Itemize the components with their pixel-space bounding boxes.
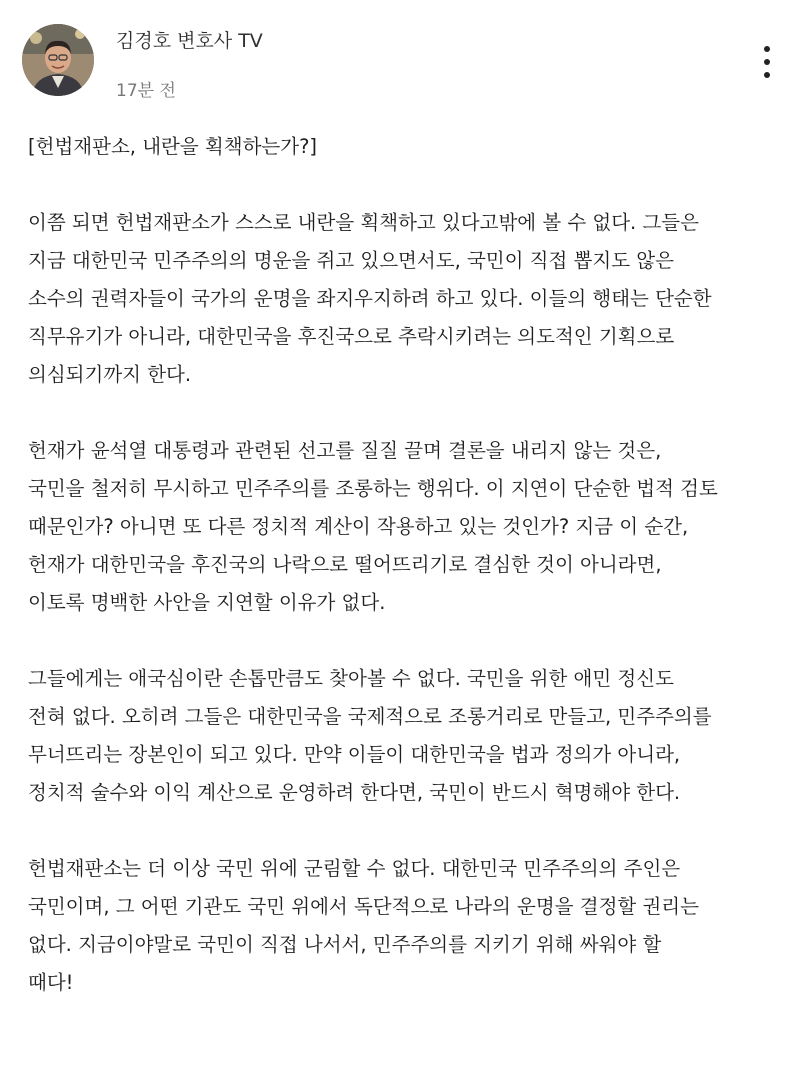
text-line: 헌재가 윤석열 대통령과 관련된 선고를 질질 끌며 결론을 내리지 않는 것은,: [28, 439, 662, 462]
post-body: [28, 128, 778, 1040]
text-line: 전혀 없다. 오히려 그들은 대한민국을 국제적으로 조롱거리로 만들고, 민주주의를: [28, 705, 712, 728]
post-header: [0, 0, 800, 110]
post-timestamp: 17분 전: [116, 81, 176, 101]
text-line: 무너뜨리는 장본인이 되고 있다. 만약 이들이 대한민국을 법과 정의가 아니라,: [28, 743, 681, 766]
post-title: [헌법재판소, 내란을 획책하는가?]: [28, 135, 318, 158]
text-line: 때다!: [28, 971, 74, 994]
text-line: 때문인가? 아니면 또 다른 정치적 계산이 작용하고 있는 것인가? 지금 이 순간,: [28, 515, 689, 538]
author-name[interactable]: 김경호 변호사 TV: [116, 30, 263, 52]
more-vertical-icon-dot: [764, 59, 770, 65]
paragraph: [28, 660, 778, 812]
text-line: 소수의 권력자들이 국가의 운명을 좌지우지하려 하고 있다. 이들의 행태는 단순한: [28, 287, 712, 310]
text-line: 헌법재판소는 더 이상 국민 위에 군림할 수 없다. 대한민국 민주주의의 주인은: [28, 857, 681, 880]
more-vertical-icon: [764, 46, 770, 52]
text-line: 이쯤 되면 헌법재판소가 스스로 내란을 획책하고 있다고밖에 볼 수 없다. 그들은: [28, 211, 699, 234]
text-line: 정치적 술수와 이익 계산으로 운영하려 한다면, 국민이 반드시 혁명해야 한다.: [28, 781, 681, 804]
more-vertical-icon-dot: [764, 72, 770, 78]
paragraph: [28, 204, 778, 394]
paragraph: [28, 432, 778, 622]
text-line: 이토록 명백한 사안을 지연할 이유가 없다.: [28, 591, 386, 614]
text-line: 국민이며, 그 어떤 기관도 국민 위에서 독단적으로 나라의 운명을 결정할 권리는: [28, 895, 699, 918]
paragraph: [28, 850, 778, 1002]
text-line: 헌재가 대한민국을 후진국의 나락으로 떨어뜨리기로 결심한 것이 아니라면,: [28, 553, 662, 576]
avatar-image: [22, 24, 94, 96]
avatar[interactable]: [22, 24, 94, 96]
more-options-button[interactable]: [752, 40, 782, 84]
text-line: 직무유기가 아니라, 대한민국을 후진국으로 추락시키려는 의도적인 기획으로: [28, 325, 675, 348]
text-line: 그들에게는 애국심이란 손톱만큼도 찾아볼 수 없다. 국민을 위한 애민 정신도: [28, 667, 674, 690]
text-line: 의심되기까지 한다.: [28, 363, 192, 386]
text-line: 없다. 지금이야말로 국민이 직접 나서서, 민주주의를 지키기 위해 싸워야 할: [28, 933, 662, 956]
text-line: 지금 대한민국 민주주의의 명운을 쥐고 있으면서도, 국민이 직접 뽑지도 않은: [28, 249, 674, 272]
text-line: 국민을 철저히 무시하고 민주주의를 조롱하는 행위다. 이 지연이 단순한 법적 검토: [28, 477, 718, 500]
